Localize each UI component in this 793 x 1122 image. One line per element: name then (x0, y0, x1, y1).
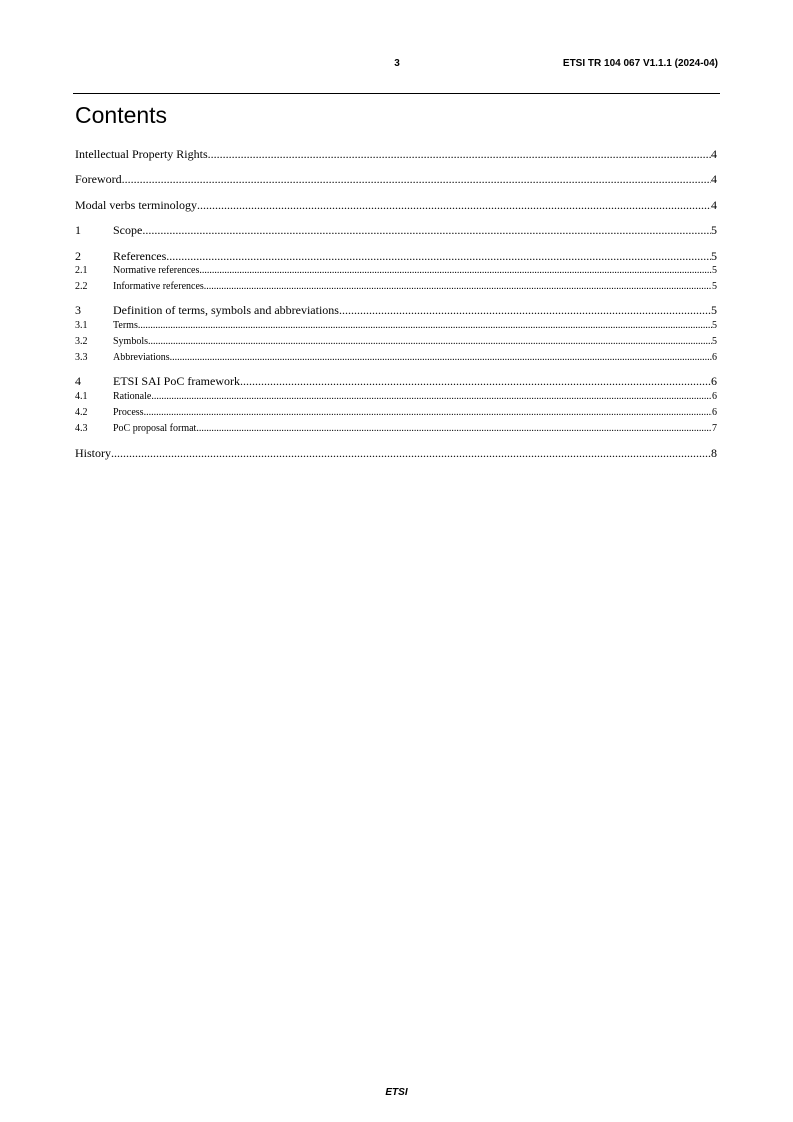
toc-entry[interactable] (75, 281, 717, 293)
page-title: Contents (75, 102, 168, 128)
toc-entry-title: Rationale (113, 391, 152, 402)
toc-leader-dots (151, 391, 712, 403)
toc-entry[interactable] (75, 320, 717, 332)
toc-entry-page: 5 (712, 265, 717, 276)
toc-leader-dots (208, 147, 711, 162)
toc-leader-dots (166, 249, 711, 264)
toc-entry-page: 6 (712, 407, 717, 418)
toc-leader-dots (204, 281, 712, 293)
toc-entry[interactable] (75, 172, 717, 187)
toc-entry-title: History (75, 446, 111, 460)
toc-entry-title: ETSI SAI PoC framework (113, 374, 240, 388)
toc-entry[interactable] (75, 147, 717, 162)
toc-entry-number: 2.1 (75, 265, 88, 276)
page-number: 3 (394, 58, 400, 69)
toc-entry-page: 5 (711, 223, 717, 237)
toc-entry-page: 7 (712, 423, 717, 434)
toc-entry[interactable] (75, 352, 717, 364)
toc-entry-title: Normative references (113, 265, 200, 276)
toc-leader-dots (111, 446, 711, 461)
toc-entry-title: Definition of terms, symbols and abbreviations (113, 303, 339, 317)
toc-leader-dots (170, 352, 712, 364)
toc-entry-title: Symbols (113, 336, 149, 347)
toc-entry[interactable] (75, 303, 717, 318)
toc-entry-title: Terms (113, 320, 138, 331)
toc-entry-page: 4 (711, 198, 717, 212)
toc-leader-dots (138, 320, 712, 332)
toc-entry-page: 5 (711, 249, 717, 263)
toc-entry-number: 4 (75, 374, 81, 388)
toc-entry-title: Modal verbs terminology (75, 198, 197, 212)
toc-entry-page: 5 (712, 320, 717, 331)
toc-entry-number: 4.2 (75, 407, 88, 418)
toc-leader-dots (199, 265, 712, 277)
document-id: ETSI TR 104 067 V1.1.1 (2024-04) (562, 58, 718, 69)
toc-entry-page: 5 (712, 281, 717, 292)
toc-entry-page: 6 (711, 374, 717, 388)
toc-entry-number: 3.1 (75, 320, 88, 331)
toc-entry-page: 4 (711, 147, 717, 161)
toc-entry-title: Abbreviations (113, 352, 170, 363)
toc-entry-title: Scope (113, 223, 143, 237)
header-divider (73, 93, 720, 94)
toc-entry[interactable] (75, 374, 717, 389)
toc-entry[interactable] (75, 336, 717, 348)
toc-entry-title: Foreword (75, 172, 122, 186)
toc-leader-dots (148, 336, 712, 348)
toc-leader-dots (196, 423, 712, 435)
toc-entry[interactable] (75, 249, 717, 264)
toc-entry-number: 3.3 (75, 352, 88, 363)
toc-entry-page: 5 (712, 336, 717, 347)
toc-entry[interactable] (75, 391, 717, 403)
toc-entry[interactable] (75, 223, 717, 238)
toc-entry-title: PoC proposal format (113, 423, 197, 434)
toc-entry[interactable] (75, 198, 717, 213)
toc-entry-page: 4 (711, 172, 717, 186)
toc-leader-dots (122, 172, 711, 187)
toc-entry[interactable] (75, 423, 717, 435)
toc-entry-number: 2.2 (75, 281, 88, 292)
toc-entry-number: 1 (75, 223, 81, 237)
toc-entry-number: 3.2 (75, 336, 88, 347)
toc-entry[interactable] (75, 407, 717, 419)
toc-entry-title: Intellectual Property Rights (75, 147, 208, 161)
toc-leader-dots (144, 407, 712, 419)
toc-entry-number: 4.3 (75, 423, 88, 434)
toc-leader-dots (197, 198, 711, 213)
toc-entry-page: 6 (712, 352, 717, 363)
toc-entry-title: References (113, 249, 167, 263)
toc-entry[interactable] (75, 446, 717, 461)
toc-entry-page: 8 (711, 446, 717, 460)
toc-entry-title: Informative references (113, 281, 204, 292)
toc-leader-dots (240, 374, 711, 389)
toc-leader-dots (339, 303, 711, 318)
page-footer: ETSI (385, 1087, 408, 1098)
toc-entry[interactable] (75, 265, 717, 277)
toc-entry-title: Process (113, 407, 144, 418)
toc-leader-dots (142, 223, 711, 238)
toc-entry-number: 4.1 (75, 391, 88, 402)
toc-entry-number: 2 (75, 249, 81, 263)
toc-entry-page: 6 (712, 391, 717, 402)
toc-entry-page: 5 (711, 303, 717, 317)
toc-entry-number: 3 (75, 303, 81, 317)
